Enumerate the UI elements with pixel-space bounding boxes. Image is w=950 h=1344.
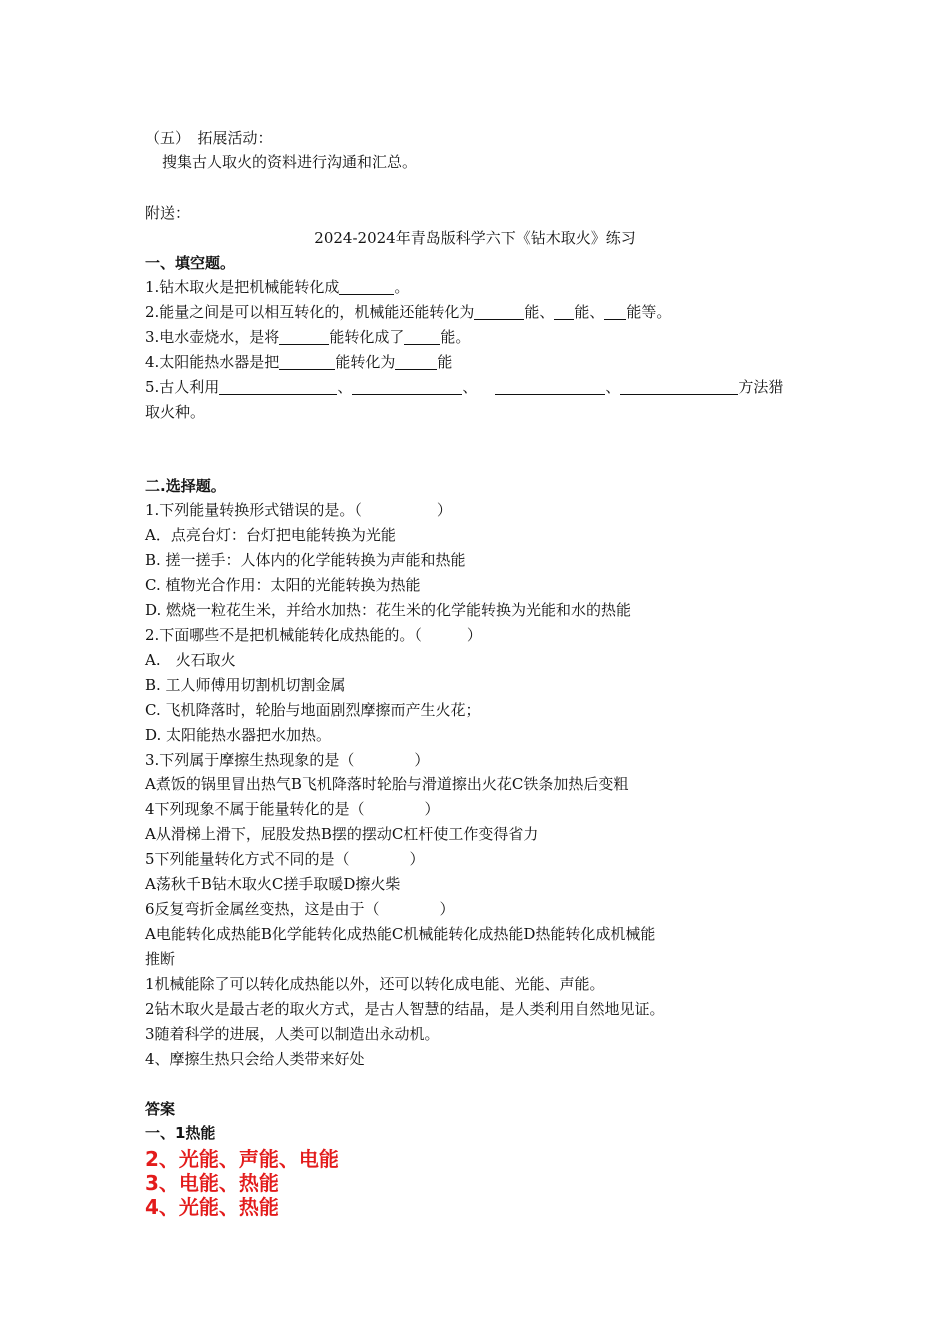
choice-line: A煮饭的锅里冒出热气B飞机降落时轮胎与滑道擦出火花C铁条加热后变粗 [145, 775, 629, 793]
q3-blank-1 [279, 329, 329, 345]
q5-blank-3 [495, 379, 605, 395]
choice-line: A．点亮台灯：台灯把电能转换为光能 [145, 526, 396, 544]
q3-part-c: 能。 [440, 328, 471, 346]
q1-end: 。 [394, 278, 410, 296]
q5-part-e: 方法猎 [738, 378, 784, 396]
choice-line: A荡秋千B钻木取火C搓手取暖D擦火柴 [145, 875, 401, 893]
q1-blank [339, 279, 394, 295]
choice-line: 2.下面哪些不是把机械能转化成热能的。（ ） [145, 626, 482, 644]
choice-line: 5下列能量转化方式不同的是（ ） [145, 850, 425, 868]
q2-blank-1 [474, 304, 524, 320]
choice-line: D. 燃烧一粒花生米，并给水加热：花生米的化学能转换为光能和水的热能 [145, 601, 632, 619]
q4-part-b: 能转化为 [335, 353, 396, 371]
judge-heading: 推断 [145, 950, 176, 968]
exercise-title: 2024-2024年青岛版科学六下《钻木取火》练习 [314, 229, 636, 247]
appendix-label: 附送： [145, 204, 191, 222]
choice-line: A电能转化成热能B化学能转化成热能C机械能转化成热能D热能转化成机械能 [145, 925, 656, 943]
q2-part-b: 能、 [524, 303, 555, 321]
answer-line: 一、1热能 [145, 1124, 216, 1142]
q5-part-a: 5.古人利用 [145, 378, 220, 396]
choice-line: C. 植物光合作用：太阳的光能转换为热能 [145, 576, 421, 594]
choice-line: A. 火石取火 [145, 651, 236, 669]
q2-blank-3 [604, 304, 626, 320]
extension-heading: （五） 拓展活动： [145, 129, 273, 147]
q3-part-b: 能转化成了 [329, 328, 405, 346]
q5-blank-4 [620, 379, 738, 395]
choice-line: 1.下列能量转换形式错误的是。（ ） [145, 501, 452, 519]
choice-line: B. 搓一搓手：人体内的化学能转换为声能和热能 [145, 551, 466, 569]
choice-heading: 二.选择题。 [145, 477, 226, 495]
choice-line: A从滑梯上滑下，屁股发热B摆的摆动C杠杆使工作变得省力 [145, 825, 539, 843]
choice-line: C. 飞机降落时，轮胎与地面剧烈摩擦而产生火花； [145, 701, 481, 719]
q3-blank-2 [404, 329, 440, 345]
choice-line: 4下列现象不属于能量转化的是（ ） [145, 800, 440, 818]
q2-part-c: 能、 [574, 303, 605, 321]
q2-part-d: 能等。 [626, 303, 672, 321]
answer-red-line: 4、光能、热能 [145, 1195, 279, 1219]
q2-text: 2.能量之间是可以相互转化的，机械能还能转化为 [145, 303, 475, 321]
fill-question-4 [145, 351, 452, 373]
fill-question-2 [145, 301, 671, 323]
choice-line: D. 太阳能热水器把水加热。 [145, 726, 332, 744]
choice-line: B. 工人师傅用切割机切割金属 [145, 676, 346, 694]
judge-line: 3随着科学的进展，人类可以制造出永动机。 [145, 1025, 440, 1043]
q2-blank-2 [554, 304, 574, 320]
q4-part-a: 4.太阳能热水器是把 [145, 353, 280, 371]
q5-part-b: 、 [337, 378, 353, 396]
extension-body: 搜集古人取火的资料进行沟通和汇总。 [162, 153, 418, 171]
q5-part-d: 、 [605, 378, 621, 396]
q5-blank-1 [219, 379, 337, 395]
fill-question-3 [145, 326, 470, 348]
judge-line: 1机械能除了可以转化成热能以外，还可以转化成电能、光能、声能。 [145, 975, 605, 993]
choice-line: 6反复弯折金属丝变热，这是由于（ ） [145, 900, 455, 918]
answers-heading: 答案 [145, 1100, 176, 1118]
fill-question-5-cont: 取火种。 [145, 403, 206, 421]
q5-blank-2 [352, 379, 462, 395]
q4-blank-1 [279, 354, 335, 370]
q4-part-c: 能 [437, 353, 453, 371]
answer-red-line: 2、光能、声能、电能 [145, 1147, 339, 1171]
judge-line: 2钻木取火是最古老的取火方式，是古人智慧的结晶，是人类利用自然地见证。 [145, 1000, 665, 1018]
q3-part-a: 3.电水壶烧水，是将 [145, 328, 280, 346]
answer-red-line: 3、电能、热能 [145, 1171, 279, 1195]
q4-blank-2 [395, 354, 437, 370]
q1-text: 1.钻木取火是把机械能转化成 [145, 278, 340, 296]
fill-blank-heading: 一、填空题。 [145, 254, 236, 272]
fill-question-5 [145, 376, 783, 398]
judge-line: 4、摩擦生热只会给人类带来好处 [145, 1050, 365, 1068]
choice-line: 3.下列属于摩擦生热现象的是（ ） [145, 751, 430, 769]
fill-question-1 [145, 276, 409, 298]
q5-part-c: 、 [462, 378, 478, 396]
